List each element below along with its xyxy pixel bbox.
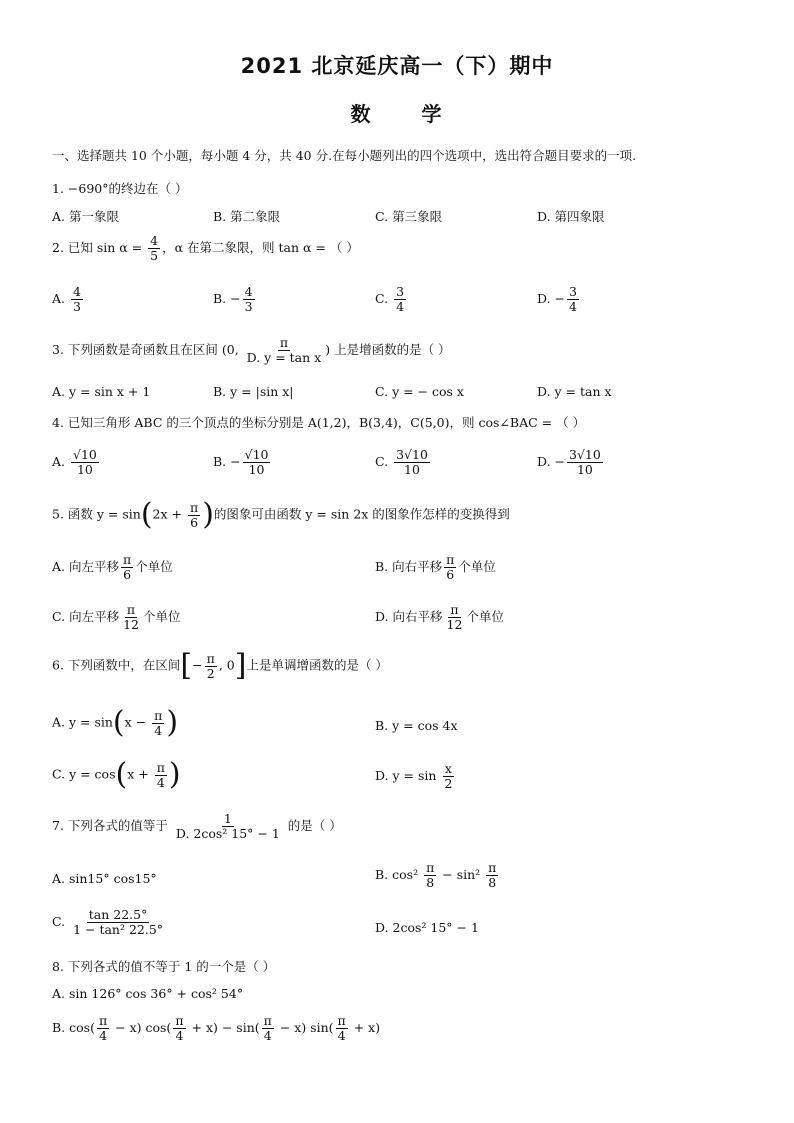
question-1-option-a: A. 第一象限 bbox=[52, 209, 119, 224]
question-6-option-d: D. y = sin $\frac{x}{2}$ bbox=[375, 761, 453, 791]
question-4-option-b: B. − $\frac{√10}{10}$ bbox=[213, 447, 269, 477]
question-4-option-c: C. $\frac{3√10}{10}$ bbox=[375, 447, 428, 477]
exam-title: 2021 北京延庆高一（下）期中 bbox=[240, 54, 554, 78]
question-4-option-d: D. − $\frac{3√10}{10}$ bbox=[537, 447, 601, 477]
question-8-option-b: B. cos( $\frac{\pi}{4}$ − x) cos( $\frac{\pi}{4}$ + x) − sin( $\frac{\pi}{4}$ − x) sin( $\frac{\pi}{4}$ + x) bbox=[52, 1013, 381, 1043]
question-5-option-c: C. 向左平移 $\frac{\pi}{12}$ 个单位 bbox=[52, 602, 181, 632]
question-2-stem: 2. 已知 sin α = $\frac{4}{5}$ ，α 在第二象限，则 tan α = （ ） bbox=[52, 233, 359, 263]
question-3-option-a: A. y = sin x + 1 bbox=[52, 384, 151, 399]
question-4-stem: 4. 已知三角形 ABC 的三个顶点的坐标分别是 A(1,2)，B(3,4)，C(5,0)，则 cos∠BAC = （ ） bbox=[52, 415, 586, 430]
question-1-option-c: C. 第三象限 bbox=[375, 209, 443, 224]
subject-title: 数 学 bbox=[350, 102, 444, 126]
question-7-option-c: C. $\frac{\tan 22.5^\circ}{\text{1 − tan² 22.5°}}$ bbox=[52, 907, 164, 937]
question-5-stem: 5. 函数 y = sin(2x + $\frac{\pi}{6}$ )的图象可由函数 y = sin 2x 的图象作怎样的变换得到 bbox=[52, 497, 510, 532]
question-7-option-a: A. sin15° cos15° bbox=[52, 871, 157, 886]
question-2-option-a: A. $\frac{4}{3}$ bbox=[52, 284, 81, 314]
question-5-option-a: A. 向左平移 $\frac{\pi}{6}$ 个单位 bbox=[52, 552, 173, 582]
question-6-option-c: C. y = cos(x + $\frac{\pi}{4}$ ) bbox=[52, 757, 181, 792]
question-7-stem: 7. 下列各式的值等于 $\frac{1}{\text{D. 2cos² 15° − 1}}$ 的是（ ） bbox=[52, 811, 342, 841]
question-1-stem: 1. −690°的终边在（ ） bbox=[52, 181, 188, 196]
question-2-option-c: C. $\frac{3}{4}$ bbox=[375, 284, 405, 314]
question-3-option-c: C. y = − cos x bbox=[375, 384, 464, 399]
question-1-option-d: D. 第四象限 bbox=[537, 209, 605, 224]
section-intro: 一、选择题共 10 个小题，每小题 4 分，共 40 分.在每小题列出的四个选项中，选出符合题目要求的一项. bbox=[52, 148, 637, 163]
question-2-option-b: B. − $\frac{4}{3}$ bbox=[213, 284, 253, 314]
question-4-option-a: A. $\frac{√10}{10}$ bbox=[52, 447, 97, 477]
question-3-stem: 3. 下列函数是奇函数且在区间 (0, $\frac{\pi}{\text{D. y = tan x}}$ ) 上是增函数的是（ ） bbox=[52, 335, 451, 365]
question-3-option-d: D. y = tan x bbox=[537, 384, 612, 399]
question-7-option-b: B. cos² $\frac{\pi}{8}$ − sin² $\frac{\pi}{8}$ bbox=[375, 860, 497, 890]
question-3-option-b: B. y = |sin x| bbox=[213, 384, 294, 399]
question-6-option-a: A. y = sin(x − $\frac{\pi}{4}$ ) bbox=[52, 705, 179, 740]
question-5-option-b: B. 向右平移 $\frac{\pi}{6}$ 个单位 bbox=[375, 552, 496, 582]
question-2-option-d: D. − $\frac{3}{4}$ bbox=[537, 284, 577, 314]
question-6-stem: 6. 下列函数中，在区间[− $\frac{\pi}{2}$ , 0]上是单调增函数的是（ ） bbox=[52, 648, 388, 683]
question-8-option-a: A. sin 126° cos 36° + cos² 54° bbox=[52, 986, 244, 1001]
question-1-option-b: B. 第二象限 bbox=[213, 209, 281, 224]
question-8-stem: 8. 下列各式的值不等于 1 的一个是（ ） bbox=[52, 959, 276, 974]
question-7-option-d: D. 2cos² 15° − 1 bbox=[375, 920, 479, 935]
question-6-option-b: B. y = cos 4x bbox=[375, 718, 458, 733]
question-5-option-d: D. 向右平移 $\frac{\pi}{12}$ 个单位 bbox=[375, 602, 504, 632]
